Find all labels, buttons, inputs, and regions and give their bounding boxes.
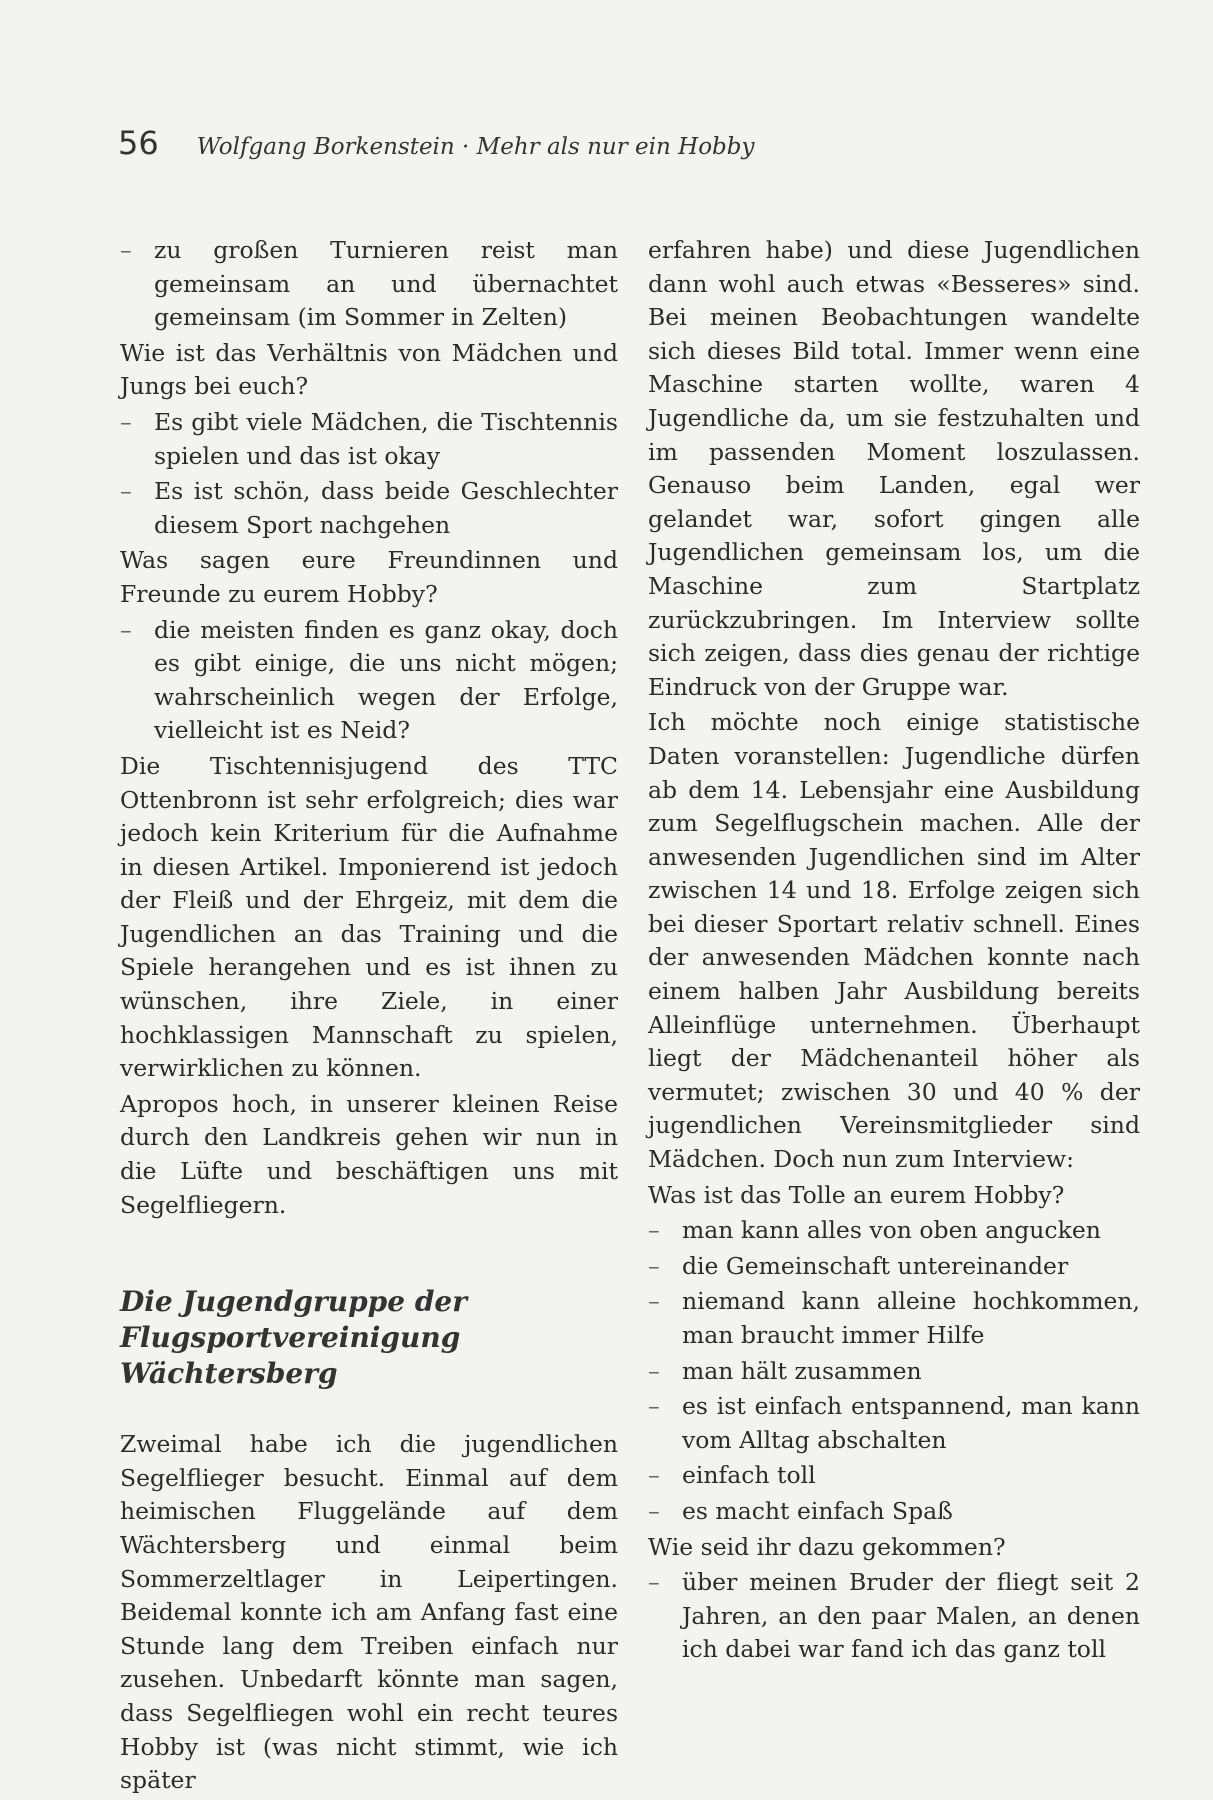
list-item [120, 406, 618, 473]
interview-question: Was ist das Tolle an eurem Hobby? [648, 1180, 1065, 1209]
list-item [120, 614, 618, 748]
bullet-dash: – [648, 1356, 660, 1385]
list-item [648, 1250, 1140, 1284]
bullet-text: die meisten finden es ganz okay, doch es gibt einige, die uns nicht mögen; wahrscheinlich wegen der Erfolge, vielleicht ist es Neid? [154, 615, 618, 745]
bullet-dash: – [120, 615, 132, 644]
body-paragraph: Die Tischtennisjugend des TTC Ottenbronn ist sehr erfolgreich; dies war jedoch kein Kriterium für die Aufnahme in diesen Artikel. Imponierend ist jedoch der Fleiß und der Ehrgeiz, mit dem die Jugendlichen an das Training und die Spiele herangehen und es ist ihnen zu wünschen, ihre Ziele, in einer hochklassigen Mannschaft zu spielen, verwirklichen zu können. [120, 751, 618, 1083]
list-item [648, 1566, 1140, 1667]
bullet-text: niemand kann alleine hochkommen, man braucht immer Hilfe [682, 1287, 1140, 1349]
bullet-text: man hält zusammen [682, 1356, 922, 1385]
list-item [648, 1459, 1140, 1493]
interview-question: Wie ist das Verhältnis von Mädchen und Jungs bei euch? [120, 338, 618, 401]
body-paragraph: erfahren habe) und diese Jugendlichen dann wohl auch etwas «Besseres» sind. Bei meinen Beobachtungen wandelte sich dieses Bild total. Immer wenn eine Maschine starten wollte, waren 4 Jugendliche da, um sie festzuhalten und im passenden Moment loszulassen. Genauso beim Landen, egal wer gelandet war, sofort gingen alle Jugendlichen gemeinsam los, um die Maschine zum Startplatz zurückzubringen. Im Interview sollte sich zeigen, dass dies genau der richtige Eindruck von der Gruppe war. [648, 236, 1140, 701]
list-item [120, 475, 618, 542]
list-item [648, 1495, 1140, 1529]
right-column [648, 234, 1140, 1669]
bullet-dash: – [120, 407, 132, 436]
bullet-dash: – [648, 1287, 660, 1316]
bullet-text: über meinen Bruder der fliegt seit 2 Jahren, an den paar Malen, an denen ich dabei war fand ich das ganz toll [682, 1568, 1140, 1664]
bullet-text: Es gibt viele Mädchen, die Tischtennis spielen und das ist okay [154, 407, 618, 470]
body-paragraph: Ich möchte noch einige statistische Daten voranstellen: Jugendliche dürfen ab dem 14. Lebensjahr eine Ausbildung zum Segelflugschein machen. Alle der anwesenden Jugendlichen sind im Alter zwischen 14 und 18. Erfolge zeigen sich bei dieser Sportart relativ schnell. Eines der anwesenden Mädchen konnte nach einem halben Jahr Ausbildung bereits Alleinflüge unternehmen. Überhaupt liegt der Mädchenanteil höher als vermutet; zwischen 30 und 40 % der jugendlichen Vereinsmitglieder sind Mädchen. Doch nun zum Interview: [648, 708, 1140, 1174]
list-item [648, 1285, 1140, 1352]
bullet-text: es macht einfach Spaß [682, 1496, 953, 1525]
interview-question: Wie seid ihr dazu gekommen? [648, 1532, 1006, 1561]
list-item [648, 1214, 1140, 1248]
interview-question: Was sagen eure Freundinnen und Freunde zu eurem Hobby? [120, 546, 618, 608]
bullet-text: die Gemeinschaft untereinander [682, 1251, 1069, 1280]
bullet-dash: – [648, 1496, 660, 1525]
bullet-text: einfach toll [682, 1461, 816, 1490]
bullet-dash: – [120, 236, 132, 264]
page-number: 56 [118, 124, 159, 162]
section-heading: Die Jugendgruppe der Flugsportvereinigung Wächtersberg [120, 1285, 467, 1391]
list-item [648, 1355, 1140, 1389]
page-header [118, 124, 755, 162]
bullet-text: man kann alles von oben angucken [682, 1216, 1101, 1245]
left-column [120, 234, 618, 1800]
bullet-text: zu großen Turnieren reist man gemeinsam an und übernachtet gemeinsam (im Sommer in Zelten) [154, 236, 618, 332]
bullet-dash: – [648, 1251, 660, 1280]
bullet-text: es ist einfach entspannend, man kann vom Alltag abschalten [682, 1392, 1140, 1454]
bullet-dash: – [648, 1392, 660, 1421]
bullet-dash: – [648, 1216, 660, 1245]
body-paragraph: Apropos hoch, in unserer kleinen Reise durch den Landkreis gehen wir nun in die Lüfte und beschäftigen uns mit Segelfliegern. [120, 1089, 618, 1219]
list-item [648, 1390, 1140, 1457]
running-title: Wolfgang Borkenstein · Mehr als nur ein Hobby [196, 134, 755, 160]
list-item [120, 234, 618, 335]
bullet-dash: – [648, 1461, 660, 1490]
bullet-dash: – [648, 1568, 660, 1597]
body-paragraph: Zweimal habe ich die jugendlichen Segelflieger besucht. Einmal auf dem heimischen Fluggelände auf dem Wächtersberg und einmal beim Sommerzeltlager in Leipertingen. Beidemal konnte ich am Anfang fast eine Stunde lang dem Treiben einfach nur zusehen. Unbedarft könnte man sagen, dass Segelfliegen wohl ein recht teures Hobby ist (was nicht stimmt, wie ich später [120, 1430, 618, 1795]
bullet-text: Es ist schön, dass beide Geschlechter diesem Sport nachgehen [154, 477, 618, 539]
bullet-dash: – [120, 477, 132, 506]
